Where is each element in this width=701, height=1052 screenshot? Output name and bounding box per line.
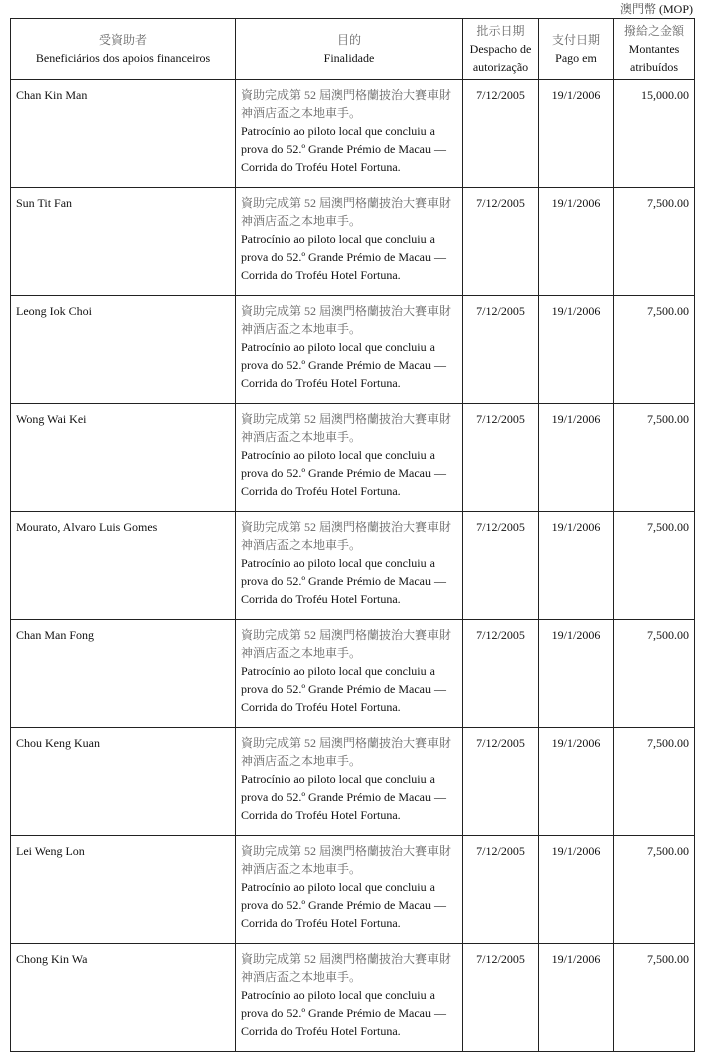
purpose-cell — [236, 296, 463, 404]
purpose-pt: Patrocínio ao piloto local que concluiu a prova do 52.º Grande Prémio de Macau — Corrida do Troféu Hotel Fortuna. — [241, 772, 446, 822]
beneficiary-name: Chan Man Fong — [11, 620, 236, 728]
paid-date: 19/1/2006 — [539, 80, 614, 188]
paid-date: 19/1/2006 — [539, 188, 614, 296]
grants-table — [10, 18, 695, 1052]
purpose-pt: Patrocínio ao piloto local que concluiu a prova do 52.º Grande Prémio de Macau — Corrida do Troféu Hotel Fortuna. — [241, 124, 446, 174]
purpose-cell — [236, 620, 463, 728]
paid-date: 19/1/2006 — [539, 512, 614, 620]
authorization-date: 7/12/2005 — [463, 296, 539, 404]
purpose-cell — [236, 836, 463, 944]
purpose-cell — [236, 512, 463, 620]
paid-date: 19/1/2006 — [539, 620, 614, 728]
beneficiary-name: Chan Kin Man — [11, 80, 236, 188]
table-row — [11, 512, 695, 620]
purpose-pt: Patrocínio ao piloto local que concluiu a prova do 52.º Grande Prémio de Macau — Corrida do Troféu Hotel Fortuna. — [241, 664, 446, 714]
purpose-zh: 資助完成第 52 屆澳門格蘭披治大賽車財神酒店盃之本地車手。 — [241, 520, 452, 552]
paid-date: 19/1/2006 — [539, 404, 614, 512]
amount: 7,500.00 — [614, 728, 695, 836]
purpose-zh: 資助完成第 52 屆澳門格蘭披治大賽車財神酒店盃之本地車手。 — [241, 736, 452, 768]
amount: 7,500.00 — [614, 836, 695, 944]
currency-label: 澳門幣 (MOP) — [619, 2, 693, 16]
amount: 7,500.00 — [614, 944, 695, 1052]
purpose-zh: 資助完成第 52 屆澳門格蘭披治大賽車財神酒店盃之本地車手。 — [241, 952, 452, 984]
paid-date: 19/1/2006 — [539, 728, 614, 836]
purpose-cell — [236, 188, 463, 296]
purpose-zh: 資助完成第 52 屆澳門格蘭披治大賽車財神酒店盃之本地車手。 — [241, 88, 452, 120]
authorization-date: 7/12/2005 — [463, 404, 539, 512]
amount: 7,500.00 — [614, 404, 695, 512]
paid-date: 19/1/2006 — [539, 836, 614, 944]
beneficiary-name: Mourato, Alvaro Luis Gomes — [11, 512, 236, 620]
beneficiary-name: Sun Tit Fan — [11, 188, 236, 296]
table-row — [11, 944, 695, 1052]
beneficiary-name: Lei Weng Lon — [11, 836, 236, 944]
beneficiary-name: Chong Kin Wa — [11, 944, 236, 1052]
purpose-zh: 資助完成第 52 屆澳門格蘭披治大賽車財神酒店盃之本地車手。 — [241, 304, 452, 336]
header-amount: 撥給之金額 Montantes atribuídos — [614, 19, 695, 80]
purpose-pt: Patrocínio ao piloto local que concluiu a prova do 52.º Grande Prémio de Macau — Corrida do Troféu Hotel Fortuna. — [241, 556, 446, 606]
paid-date: 19/1/2006 — [539, 296, 614, 404]
table-row — [11, 404, 695, 512]
authorization-date: 7/12/2005 — [463, 944, 539, 1052]
purpose-pt: Patrocínio ao piloto local que concluiu a prova do 52.º Grande Prémio de Macau — Corrida do Troféu Hotel Fortuna. — [241, 232, 446, 282]
purpose-cell — [236, 404, 463, 512]
purpose-pt: Patrocínio ao piloto local que concluiu a prova do 52.º Grande Prémio de Macau — Corrida do Troféu Hotel Fortuna. — [241, 448, 446, 498]
beneficiary-name: Chou Keng Kuan — [11, 728, 236, 836]
amount: 7,500.00 — [614, 620, 695, 728]
purpose-cell — [236, 944, 463, 1052]
table-row — [11, 620, 695, 728]
table-row — [11, 80, 695, 188]
purpose-zh: 資助完成第 52 屆澳門格蘭披治大賽車財神酒店盃之本地車手。 — [241, 628, 452, 660]
purpose-pt: Patrocínio ao piloto local que concluiu a prova do 52.º Grande Prémio de Macau — Corrida do Troféu Hotel Fortuna. — [241, 880, 446, 930]
purpose-zh: 資助完成第 52 屆澳門格蘭披治大賽車財神酒店盃之本地車手。 — [241, 844, 452, 876]
amount: 7,500.00 — [614, 296, 695, 404]
table-header — [11, 19, 695, 80]
purpose-zh: 資助完成第 52 屆澳門格蘭披治大賽車財神酒店盃之本地車手。 — [241, 196, 452, 228]
header-authorization-date: 批示日期 Despacho de autorização — [463, 19, 539, 80]
beneficiary-name: Wong Wai Kei — [11, 404, 236, 512]
paid-date: 19/1/2006 — [539, 944, 614, 1052]
header-beneficiary: 受資助者 Beneficiários dos apoios financeiros — [11, 19, 236, 80]
table-row — [11, 296, 695, 404]
header-paid-date: 支付日期 Pago em — [539, 19, 614, 80]
purpose-pt: Patrocínio ao piloto local que concluiu a prova do 52.º Grande Prémio de Macau — Corrida do Troféu Hotel Fortuna. — [241, 340, 446, 390]
amount: 7,500.00 — [614, 188, 695, 296]
purpose-zh: 資助完成第 52 屆澳門格蘭披治大賽車財神酒店盃之本地車手。 — [241, 412, 452, 444]
header-purpose: 目的 Finalidade — [236, 19, 463, 80]
authorization-date: 7/12/2005 — [463, 80, 539, 188]
authorization-date: 7/12/2005 — [463, 512, 539, 620]
amount: 7,500.00 — [614, 512, 695, 620]
table-row — [11, 728, 695, 836]
authorization-date: 7/12/2005 — [463, 188, 539, 296]
authorization-date: 7/12/2005 — [463, 620, 539, 728]
table-row — [11, 188, 695, 296]
beneficiary-name: Leong Iok Choi — [11, 296, 236, 404]
purpose-pt: Patrocínio ao piloto local que concluiu a prova do 52.º Grande Prémio de Macau — Corrida do Troféu Hotel Fortuna. — [241, 988, 446, 1038]
purpose-cell — [236, 728, 463, 836]
purpose-cell — [236, 80, 463, 188]
table-row — [11, 836, 695, 944]
amount: 15,000.00 — [614, 80, 695, 188]
authorization-date: 7/12/2005 — [463, 836, 539, 944]
authorization-date: 7/12/2005 — [463, 728, 539, 836]
